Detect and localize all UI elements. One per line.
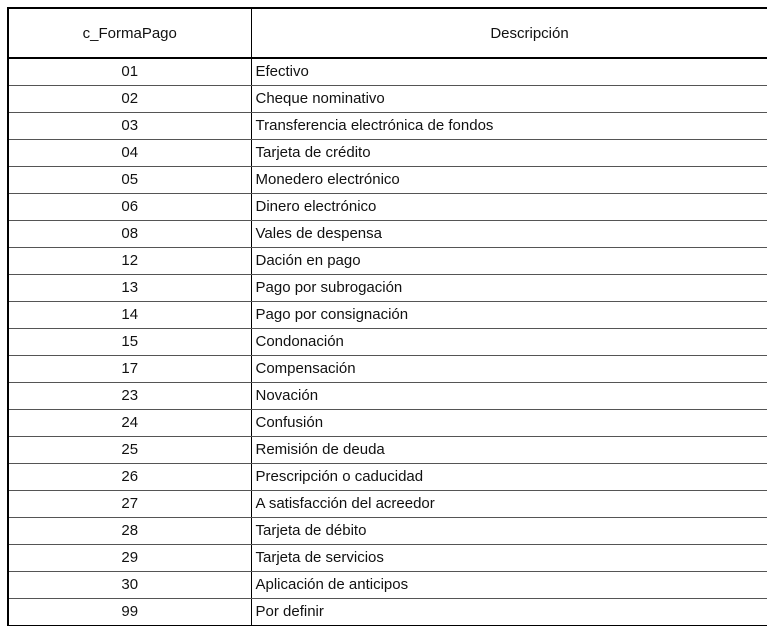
table-row xyxy=(8,167,767,194)
code-cell: 02 xyxy=(8,86,251,113)
description-cell: Novación xyxy=(251,383,767,410)
code-cell: 06 xyxy=(8,194,251,221)
code-cell: 25 xyxy=(8,437,251,464)
table-row xyxy=(8,464,767,491)
code-cell: 17 xyxy=(8,356,251,383)
description-cell: Prescripción o caducidad xyxy=(251,464,767,491)
description-cell: Tarjeta de débito xyxy=(251,518,767,545)
table-header xyxy=(8,8,767,58)
table-body xyxy=(8,58,767,626)
table-row xyxy=(8,518,767,545)
forma-pago-table-container xyxy=(7,7,767,626)
code-cell: 26 xyxy=(8,464,251,491)
code-cell: 05 xyxy=(8,167,251,194)
table-row xyxy=(8,410,767,437)
description-cell: Tarjeta de servicios xyxy=(251,545,767,572)
table-row xyxy=(8,275,767,302)
code-cell: 08 xyxy=(8,221,251,248)
code-cell: 27 xyxy=(8,491,251,518)
code-cell: 30 xyxy=(8,572,251,599)
description-cell: Por definir xyxy=(251,599,767,626)
description-cell: Efectivo xyxy=(251,58,767,86)
description-cell: Tarjeta de crédito xyxy=(251,140,767,167)
table-row xyxy=(8,194,767,221)
code-cell: 01 xyxy=(8,58,251,86)
description-cell: A satisfacción del acreedor xyxy=(251,491,767,518)
description-cell: Dación en pago xyxy=(251,248,767,275)
column-header-description: Descripción xyxy=(251,8,767,58)
table-row xyxy=(8,572,767,599)
description-cell: Condonación xyxy=(251,329,767,356)
table-row xyxy=(8,58,767,86)
table-row xyxy=(8,140,767,167)
description-cell: Pago por subrogación xyxy=(251,275,767,302)
code-cell: 13 xyxy=(8,275,251,302)
table-row xyxy=(8,86,767,113)
description-cell: Dinero electrónico xyxy=(251,194,767,221)
table-row xyxy=(8,383,767,410)
table-row xyxy=(8,221,767,248)
code-cell: 28 xyxy=(8,518,251,545)
table-row xyxy=(8,329,767,356)
description-cell: Monedero electrónico xyxy=(251,167,767,194)
code-cell: 29 xyxy=(8,545,251,572)
table-row xyxy=(8,248,767,275)
description-cell: Remisión de deuda xyxy=(251,437,767,464)
table-row xyxy=(8,545,767,572)
description-cell: Aplicación de anticipos xyxy=(251,572,767,599)
code-cell: 99 xyxy=(8,599,251,626)
column-header-code: c_FormaPago xyxy=(8,8,251,58)
code-cell: 23 xyxy=(8,383,251,410)
table-row xyxy=(8,599,767,626)
description-cell: Vales de despensa xyxy=(251,221,767,248)
table-row xyxy=(8,113,767,140)
description-cell: Compensación xyxy=(251,356,767,383)
description-cell: Confusión xyxy=(251,410,767,437)
table-row xyxy=(8,491,767,518)
code-cell: 14 xyxy=(8,302,251,329)
code-cell: 04 xyxy=(8,140,251,167)
description-cell: Cheque nominativo xyxy=(251,86,767,113)
table-row xyxy=(8,437,767,464)
forma-pago-table xyxy=(7,7,767,626)
description-cell: Pago por consignación xyxy=(251,302,767,329)
code-cell: 24 xyxy=(8,410,251,437)
code-cell: 12 xyxy=(8,248,251,275)
table-row xyxy=(8,302,767,329)
description-cell: Transferencia electrónica de fondos xyxy=(251,113,767,140)
header-row xyxy=(8,8,767,58)
code-cell: 03 xyxy=(8,113,251,140)
code-cell: 15 xyxy=(8,329,251,356)
table-row xyxy=(8,356,767,383)
